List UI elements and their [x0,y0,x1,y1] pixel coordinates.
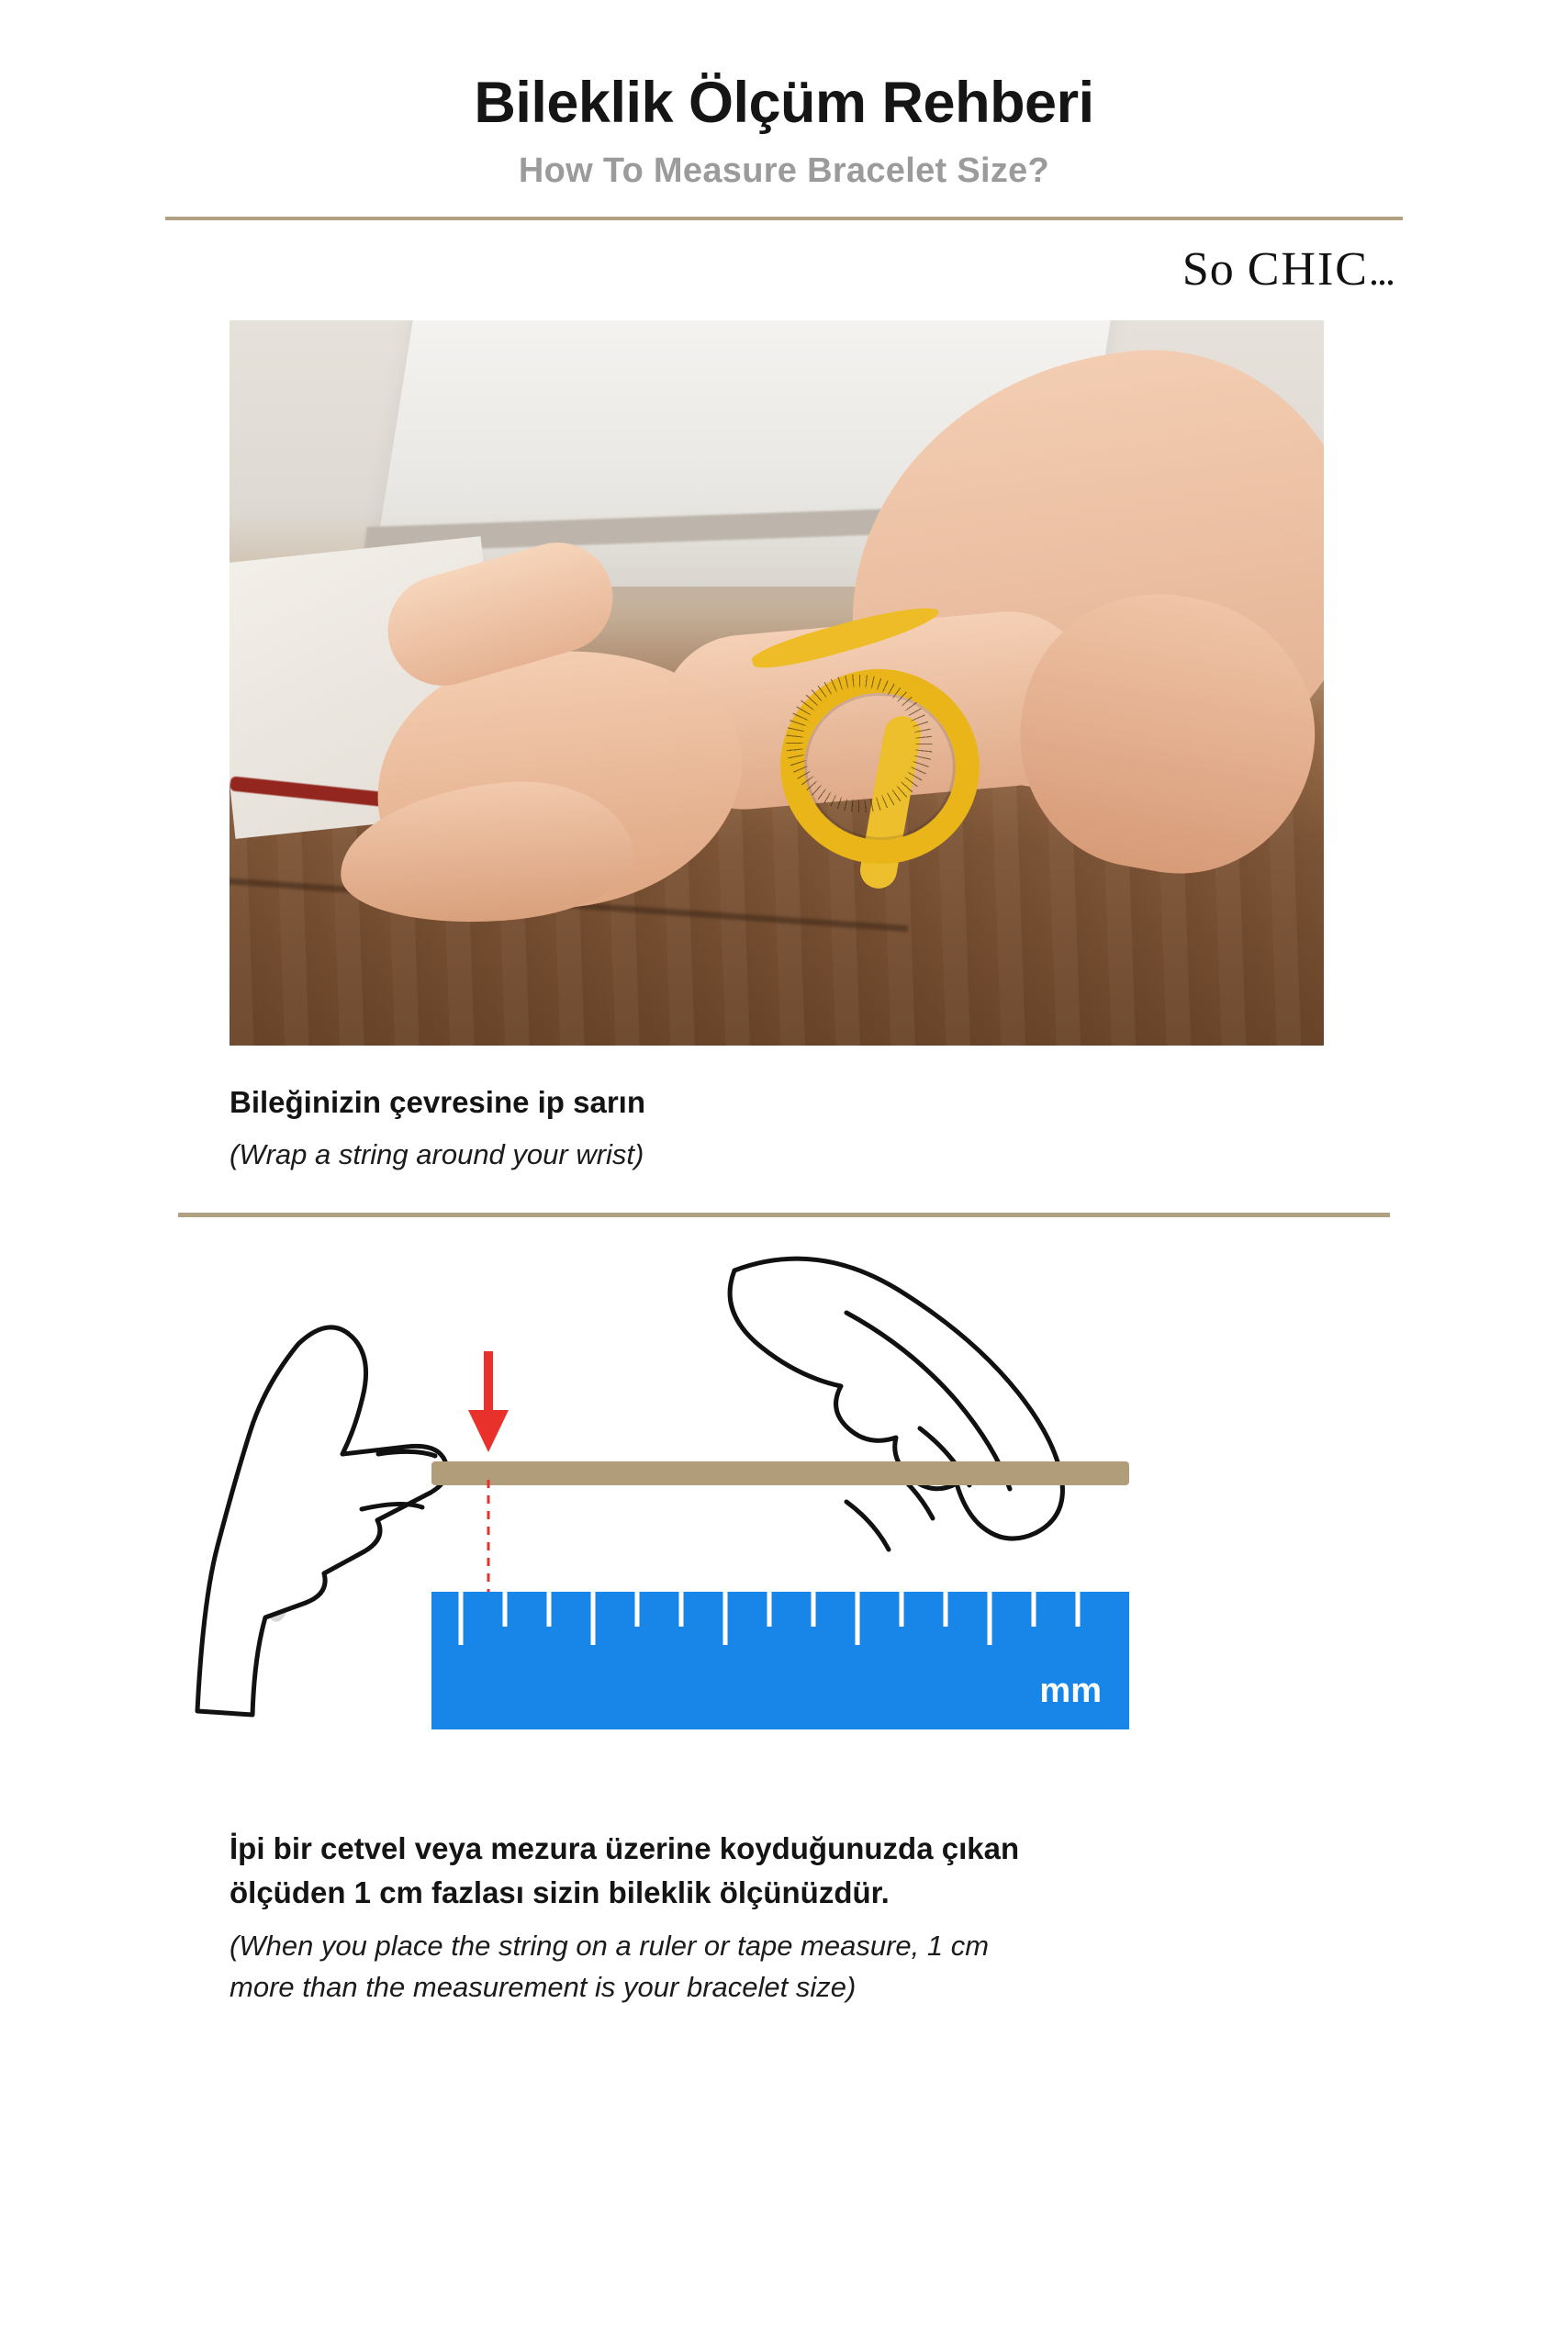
page-subtitle: How To Measure Bracelet Size? [518,151,1050,191]
step1-image-wrapper [230,320,1324,1046]
brand-logo-dots: ... [1369,249,1394,295]
brand-logo [1182,242,1394,297]
brand-row [165,242,1403,297]
brand-logo-so: So [1182,243,1235,297]
diagram-left-hand [197,1327,447,1715]
diagram-svg [165,1234,1403,1803]
brand-logo-chic: CHIC [1247,243,1369,297]
step2-caption-tr-line2: ölçüden 1 cm fazlası sizin bileklik ölçünüzdür. [230,1875,890,1910]
diagram-right-hand [730,1259,1062,1550]
wrist-measuring-photo [230,320,1324,1046]
step2-caption-tr-line1: İpi bir cetvel veya mezura üzerine koyduğunuzda çıkan [230,1831,1020,1866]
step1-caption-en: (Wrap a string around your wrist) [230,1137,644,1170]
page-header [0,0,1568,220]
page-title: Bileklik Ölçüm Rehberi [474,71,1094,135]
step2-caption-en-line1: (When you place the string on a ruler or tape measure, 1 cm [230,1929,990,1962]
ruler-unit-label: mm [1039,1672,1102,1711]
step2-caption-en-line2: more than the measurement is your bracelet size) [230,1970,857,2003]
string-on-ruler-diagram [165,1234,1403,1803]
step2-caption-en [230,1926,1313,2009]
divider-middle [178,1213,1390,1217]
step1-caption-tr: Bileğinizin çevresine ip sarın [230,1085,645,1120]
step2-caption-tr [230,1827,1313,1915]
divider-top [165,217,1403,220]
diagram-string-bar [431,1461,1129,1485]
diagram-ruler [431,1592,1129,1729]
diagram-red-arrow [468,1351,509,1452]
